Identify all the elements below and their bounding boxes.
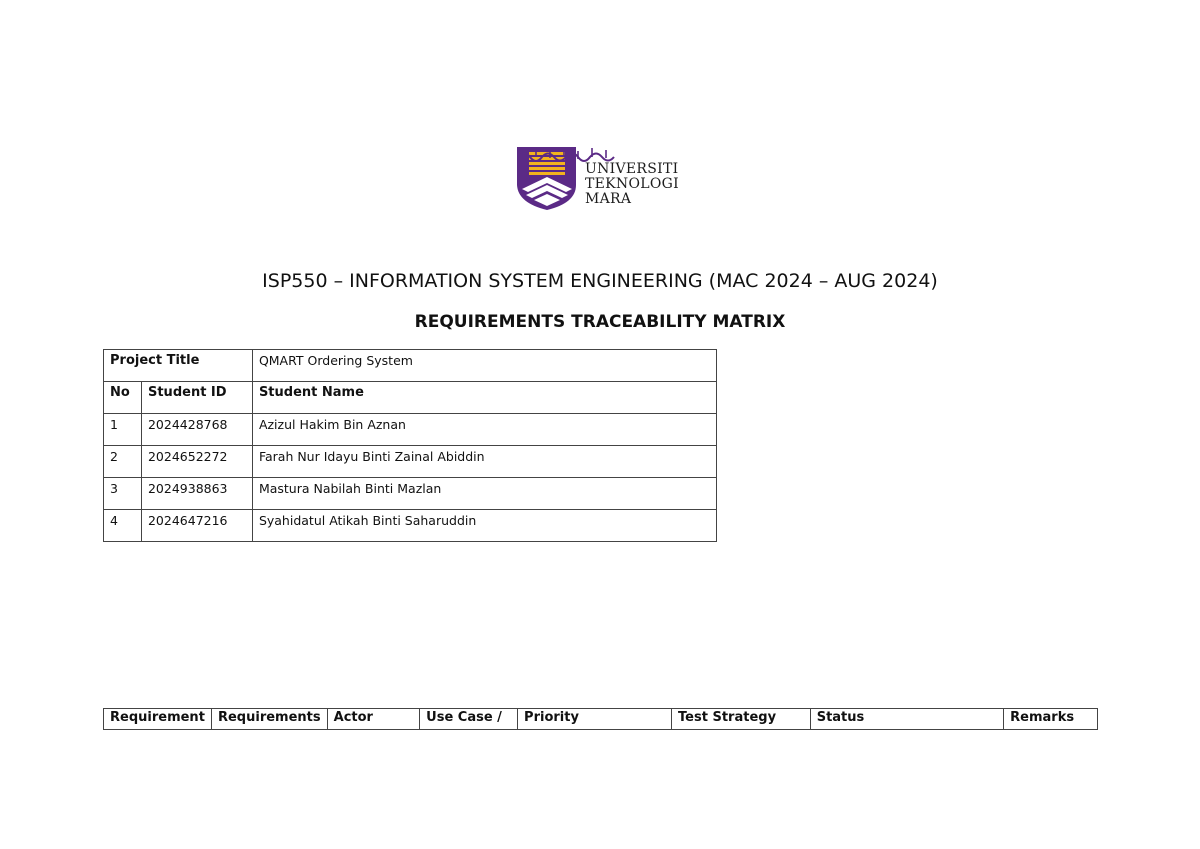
row-no: 3: [104, 478, 142, 510]
traceability-matrix-table: [103, 708, 1098, 730]
header-actor: Actor: [327, 709, 420, 730]
table-row: [104, 478, 717, 510]
row-student-name: Syahidatul Atikah Binti Saharuddin: [252, 510, 716, 542]
logo-line-universiti: UNIVERSITI: [585, 161, 679, 177]
table-row: [104, 414, 717, 446]
row-no: 2: [104, 446, 142, 478]
row-student-name: Farah Nur Idayu Binti Zainal Abiddin: [252, 446, 716, 478]
header-use-case: Use Case /: [420, 709, 518, 730]
row-student-id: 2024938863: [141, 478, 252, 510]
logo-line-mara: MARA: [585, 191, 632, 207]
header-student-name: Student Name: [252, 382, 716, 414]
project-title-value: QMART Ordering System: [252, 350, 716, 382]
row-student-name: Azizul Hakim Bin Aznan: [252, 414, 716, 446]
row-no: 4: [104, 510, 142, 542]
logo-line-teknologi: TEKNOLOGI: [585, 176, 679, 192]
header-no: No: [104, 382, 142, 414]
document-subtitle: REQUIREMENTS TRACEABILITY MATRIX: [414, 312, 786, 332]
header-requirement: Requirement: [104, 709, 212, 730]
student-info-table: [103, 349, 717, 542]
logo-wordmark: [585, 162, 679, 207]
table-row: [104, 446, 717, 478]
project-title-row: [104, 350, 717, 382]
header-test-strategy: Test Strategy: [672, 709, 811, 730]
header-status: Status: [810, 709, 1003, 730]
header-priority: Priority: [518, 709, 672, 730]
row-student-id: 2024652272: [141, 446, 252, 478]
header-remarks: Remarks: [1004, 709, 1098, 730]
matrix-header-row: [104, 709, 1098, 730]
header-row: [104, 382, 717, 414]
row-student-name: Mastura Nabilah Binti Mazlan: [252, 478, 716, 510]
document-title: ISP550 – INFORMATION SYSTEM ENGINEERING (MAC 2024 – AUG 2024): [262, 270, 938, 292]
uitm-logo: [516, 145, 686, 211]
row-no: 1: [104, 414, 142, 446]
table-row: [104, 510, 717, 542]
header-student-id: Student ID: [141, 382, 252, 414]
row-student-id: 2024428768: [141, 414, 252, 446]
row-student-id: 2024647216: [141, 510, 252, 542]
header-requirements: Requirements: [211, 709, 327, 730]
project-title-label: Project Title: [104, 350, 253, 382]
